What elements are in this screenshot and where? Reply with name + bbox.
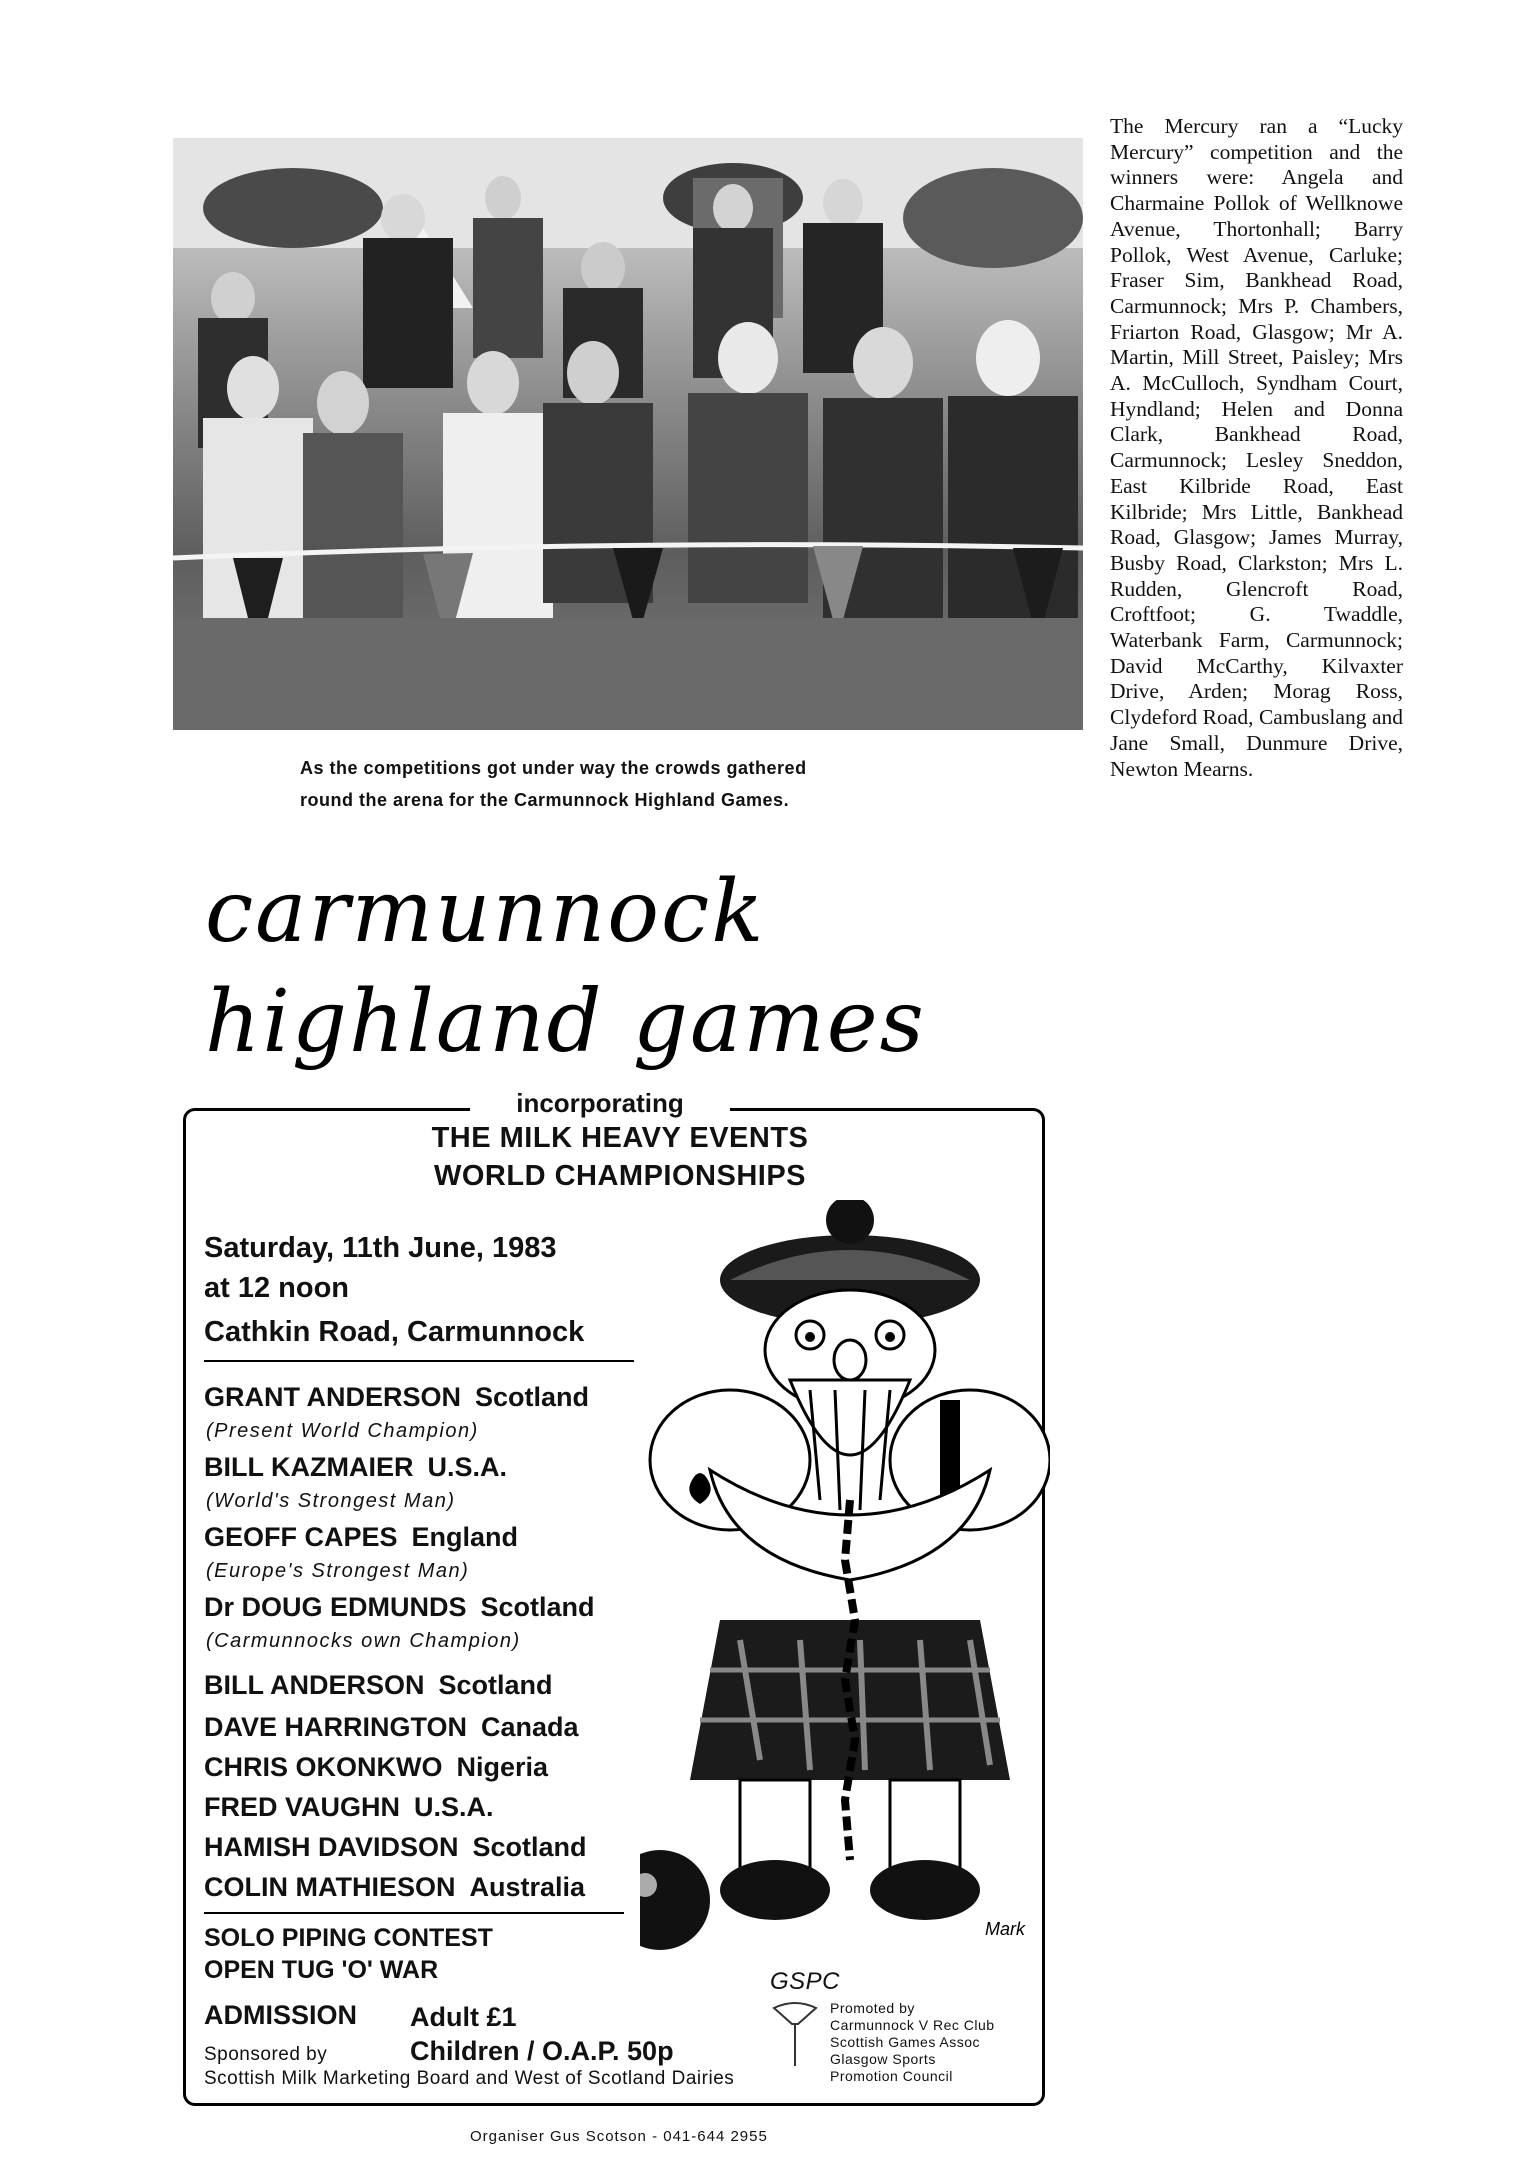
competitor-8 bbox=[204, 1792, 494, 1823]
competitor-name: DAVE HARRINGTON bbox=[204, 1712, 468, 1742]
competitor-name: GRANT ANDERSON bbox=[204, 1382, 462, 1412]
event-date: Saturday, 11th June, 1983 bbox=[204, 1232, 557, 1264]
competitor-country: Scotland bbox=[475, 1382, 590, 1412]
organiser-footer: Organiser Gus Scotson - 041-644 2955 bbox=[470, 2128, 768, 2145]
extra-event-tug-of-war: OPEN TUG 'O' WAR bbox=[204, 1956, 439, 1984]
competitor-country: Scotland bbox=[480, 1592, 595, 1622]
competitor-note: (Europe's Strongest Man) bbox=[206, 1560, 470, 1582]
competitor-name: COLIN MATHIESON bbox=[204, 1872, 456, 1902]
competitor-country: U.S.A. bbox=[427, 1452, 508, 1482]
divider bbox=[204, 1360, 634, 1362]
title-line-1: carmunnock bbox=[205, 862, 766, 962]
admission-children: Children / O.A.P. 50p bbox=[410, 2036, 674, 2066]
competitor-1 bbox=[204, 1382, 589, 1413]
competitor-7 bbox=[204, 1752, 548, 1783]
competitor-country: U.S.A. bbox=[414, 1792, 494, 1822]
torch-icon bbox=[770, 2000, 820, 2070]
competitor-note: (Present World Champion) bbox=[206, 1420, 479, 1442]
crowd-photo-drawing bbox=[173, 138, 1083, 730]
competitor-country: England bbox=[411, 1522, 519, 1552]
competitor-9 bbox=[204, 1832, 587, 1863]
sponsors: Scottish Milk Marketing Board and West of Scotland Dairies bbox=[204, 2068, 735, 2089]
admission-label: ADMISSION bbox=[204, 2000, 358, 2030]
competitor-name: FRED VAUGHN bbox=[204, 1792, 401, 1822]
sponsored-by-label: Sponsored by bbox=[204, 2044, 328, 2065]
competitor-name: BILL KAZMAIER bbox=[204, 1452, 414, 1482]
competitor-note: (World's Strongest Man) bbox=[206, 1490, 456, 1512]
headline-line-2: WORLD CHAMPIONSHIPS bbox=[434, 1160, 806, 1192]
headline-line-1: THE MILK HEAVY EVENTS bbox=[431, 1122, 809, 1154]
competitor-name: GEOFF CAPES bbox=[204, 1522, 398, 1552]
competitor-country: Scotland bbox=[472, 1832, 587, 1862]
competitor-2 bbox=[204, 1452, 507, 1483]
competitor-country: Nigeria bbox=[456, 1752, 549, 1782]
competitor-name: Dr DOUG EDMUNDS bbox=[204, 1592, 467, 1622]
competitor-name: BILL ANDERSON bbox=[204, 1670, 425, 1700]
title-line-2: highland games bbox=[205, 972, 926, 1072]
divider bbox=[204, 1912, 624, 1914]
extra-event-piping: SOLO PIPING CONTEST bbox=[204, 1924, 493, 1952]
promoted-line: Glasgow Sports bbox=[830, 2051, 936, 2067]
promoted-line: Promoted by bbox=[830, 2000, 915, 2016]
promoted-by-block bbox=[830, 2000, 1030, 2085]
lucky-mercury-article: The Mercury ran a “Lucky Mercury” competition and the winners were: Angela and Charmaine Pollok of Wellknowe Avenue, Thortonhall; Barry Pollok, West Avenue, Carluke; Fraser Sim, Bankhead Road, Carmunnock; Mrs P. Chambers, Friarton Road, Glasgow; Mr A. Martin, Mill Street, Paisley; Mrs A. McCulloch, Syndham Court, Hyndland; Helen and Donna Clark, Bankhead Road, Carmunnock; Lesley Sneddon, East Kilbride Road, East Kilbride; Mrs Little, Bankhead Road, Glasgow; James Murray, Busby Road, Clarkston; Mrs L. Rudden, Glencroft Road, Croftfoot; G. Twaddle, Waterbank Farm, Carmunnock; David McCarthy, Kilvaxter Drive, Arden; Morag Ross, Clydeford Road, Cambuslang and Jane Small, Dunmure Drive, Newton Mearns. bbox=[1110, 114, 1403, 781]
photo-caption bbox=[300, 752, 1000, 816]
gspc-logo: GSPC bbox=[770, 1968, 841, 1995]
caption-line: As the competitions got under way the crowds gathered bbox=[300, 758, 807, 778]
competitor-note: (Carmunnocks own Champion) bbox=[206, 1630, 521, 1652]
competitor-country: Canada bbox=[481, 1712, 579, 1742]
incorporating-label: incorporating bbox=[470, 1088, 730, 1119]
competitor-6 bbox=[204, 1712, 579, 1743]
crowd-photo bbox=[173, 138, 1083, 730]
admission-adult: Adult £1 bbox=[410, 2002, 517, 2032]
event-venue: Cathkin Road, Carmunnock bbox=[204, 1316, 585, 1348]
artist-signature: Mark bbox=[985, 1919, 1025, 1939]
promoted-line: Promotion Council bbox=[830, 2068, 953, 2084]
promoted-line: Carmunnock V Rec Club bbox=[830, 2017, 995, 2033]
competitor-4 bbox=[204, 1592, 595, 1623]
competitor-country: Australia bbox=[469, 1872, 586, 1902]
caption-line: round the arena for the Carmunnock Highland Games. bbox=[300, 790, 790, 810]
competitor-5 bbox=[204, 1670, 553, 1701]
competitor-name: HAMISH DAVIDSON bbox=[204, 1832, 459, 1862]
strongman-cartoon-illustration bbox=[640, 1200, 1050, 1970]
competitor-country: Scotland bbox=[438, 1670, 553, 1700]
promoted-line: Scottish Games Assoc bbox=[830, 2034, 981, 2050]
competitor-name: CHRIS OKONKWO bbox=[204, 1752, 443, 1782]
competitor-10 bbox=[204, 1872, 585, 1903]
event-time: at 12 noon bbox=[204, 1272, 350, 1304]
competitor-3 bbox=[204, 1522, 518, 1553]
